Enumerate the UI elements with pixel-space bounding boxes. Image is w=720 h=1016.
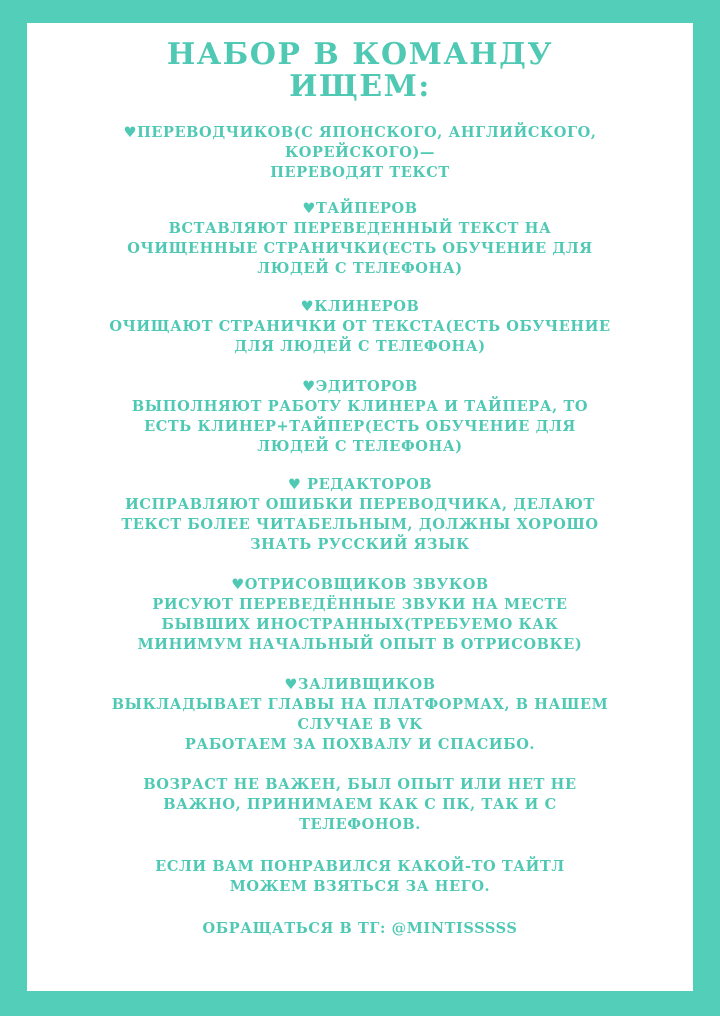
section-line: СЛУЧАЕ В VK	[297, 716, 423, 733]
section-line: РАБОТАЕМ ЗА ПОХВАЛУ И СПАСИБО.	[184, 736, 536, 753]
section-line: ЕСТЬ КЛИНЕР+ТАЙПЕР(ЕСТЬ ОБУЧЕНИЕ ДЛЯ	[144, 418, 576, 435]
section-line: МОЖЕМ ВЗЯТЬСЯ ЗА НЕГО.	[229, 878, 491, 895]
section-line: МИНИМУМ НАЧАЛЬНЫЙ ОПЫТ В ОТРИСОВКЕ)	[137, 636, 583, 653]
section-typers	[0, 199, 720, 279]
section-editors	[0, 377, 720, 457]
section-line: ♥ РЕДАКТОРОВ	[287, 476, 433, 493]
section-line: КОРЕЙСКОГО)—	[284, 144, 436, 161]
section-line: ТЕЛЕФОНОВ.	[299, 816, 421, 833]
section-age-note	[0, 775, 720, 835]
section-line: ♥КЛИНЕРОВ	[300, 298, 420, 315]
section-line: ОЧИЩАЮТ СТРАНИЧКИ ОТ ТЕКСТА(ЕСТЬ ОБУЧЕНИЕ	[109, 318, 611, 335]
section-line: ТЕКСТ БОЛЕЕ ЧИТАБЕЛЬНЫМ, ДОЛЖНЫ ХОРОШО	[121, 516, 599, 533]
section-cleaners	[0, 297, 720, 357]
poster-subtitle: ИЩЕМ:	[289, 69, 431, 104]
section-line: ВСТАВЛЯЮТ ПЕРЕВЕДЕННЫЙ ТЕКСТ НА	[168, 220, 552, 237]
section-line: ♥ЭДИТОРОВ	[302, 378, 418, 395]
section-line: ДЛЯ ЛЮДЕЙ С ТЕЛЕФОНА)	[234, 338, 486, 355]
section-line: ЛЮДЕЙ С ТЕЛЕФОНА)	[257, 438, 463, 455]
section-line: ♥ЗАЛИВЩИКОВ	[284, 676, 436, 693]
section-title-request	[0, 857, 720, 897]
section-uploaders	[0, 675, 720, 755]
section-line: ВАЖНО, ПРИНИМАЕМ КАК С ПК, ТАК И С	[163, 796, 557, 813]
section-line: ♥ПЕРЕВОДЧИКОВ(С ЯПОНСКОГО, АНГЛИЙСКОГО,	[123, 124, 597, 141]
section-line: БЫВШИХ ИНОСТРАННЫХ(ТРЕБУЕМО КАК	[161, 616, 559, 633]
section-line: ВОЗРАСТ НЕ ВАЖЕН, БЫЛ ОПЫТ ИЛИ НЕТ НЕ	[143, 776, 577, 793]
section-line: ЗНАТЬ РУССКИЙ ЯЗЫК	[250, 536, 470, 553]
section-line: ЕСЛИ ВАМ ПОНРАВИЛСЯ КАКОЙ-ТО ТАЙТЛ	[155, 858, 565, 875]
section-line: ВЫПОЛНЯЮТ РАБОТУ КЛИНЕРА И ТАЙПЕРА, ТО	[131, 398, 589, 415]
poster-title: НАБОР В КОМАНДУ	[166, 37, 554, 72]
section-line: ВЫКЛАДЫВАЕТ ГЛАВЫ НА ПЛАТФОРМАХ, В НАШЕМ	[111, 696, 609, 713]
section-line: ЛЮДЕЙ С ТЕЛЕФОНА)	[257, 260, 463, 277]
section-line: ОЧИЩЕННЫЕ СТРАНИЧКИ(ЕСТЬ ОБУЧЕНИЕ ДЛЯ	[127, 240, 593, 257]
section-line: ♥ТАЙПЕРОВ	[302, 200, 418, 217]
section-proofreaders	[0, 475, 720, 555]
section-line: ИСПРАВЛЯЮТ ОШИБКИ ПЕРЕВОДЧИКА, ДЕЛАЮТ	[125, 496, 595, 513]
section-line: ♥ОТРИСОВЩИКОВ ЗВУКОВ	[231, 576, 489, 593]
section-contact	[0, 919, 720, 939]
section-line: РИСУЮТ ПЕРЕВЕДЁННЫЕ ЗВУКИ НА МЕСТЕ	[152, 596, 568, 613]
section-translators	[0, 123, 720, 183]
contact-line: ОБРАЩАТЬСЯ В ТГ: @MINTISSSSS	[202, 920, 518, 937]
section-line: ПЕРЕВОДЯТ ТЕКСТ	[270, 164, 450, 181]
section-sfx-artists	[0, 575, 720, 655]
